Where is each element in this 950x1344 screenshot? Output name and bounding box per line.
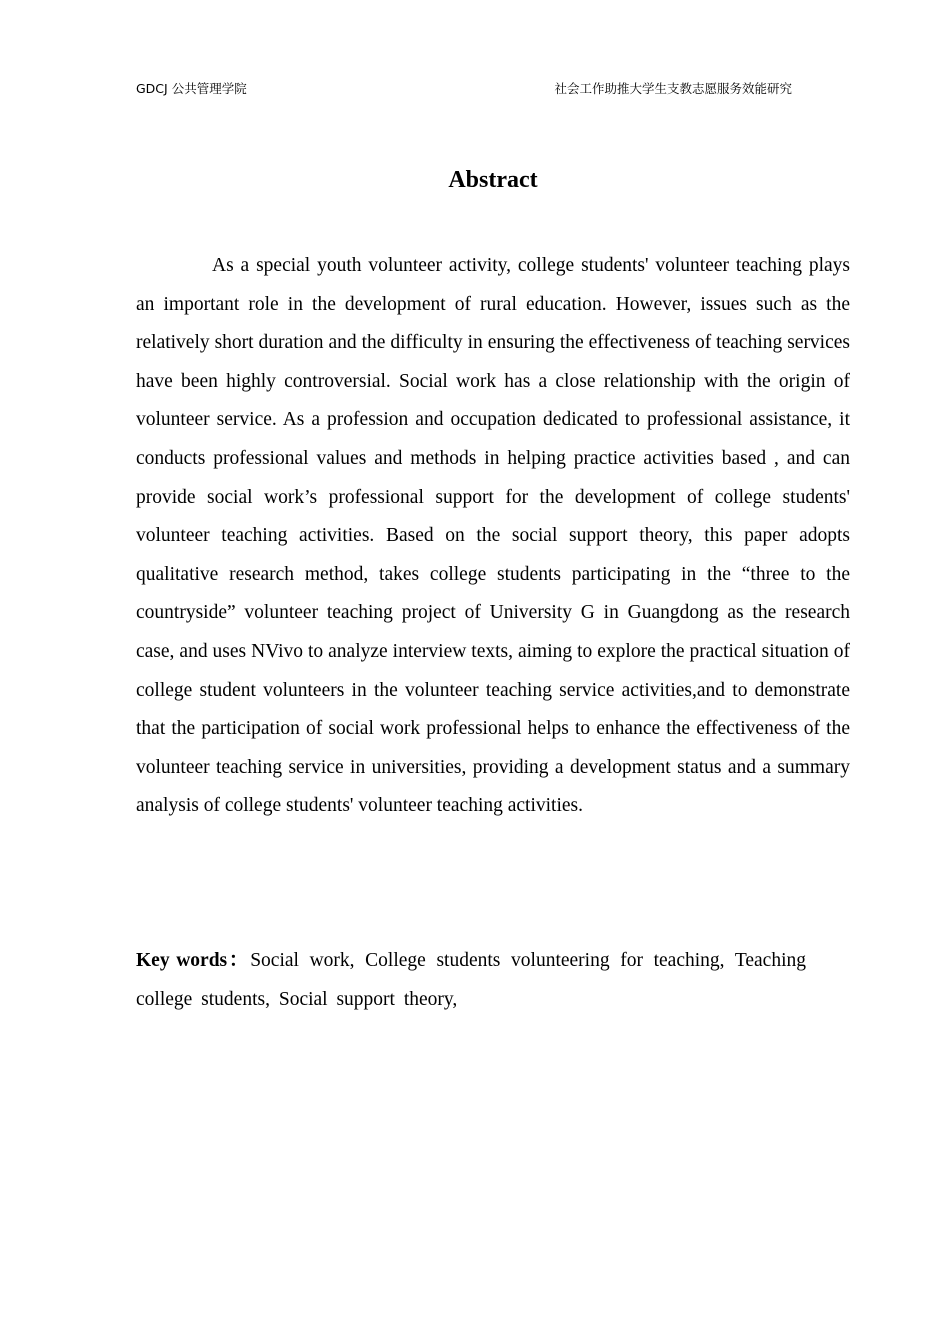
keywords-paragraph <box>136 942 806 1019</box>
keywords-text: Social work, College students volunteering for teaching, Teaching college students, Social support theory, <box>136 950 807 1010</box>
header-thesis-title: 社会工作助推大学生支教志愿服务效能研究 <box>554 81 792 96</box>
abstract-title: Abstract <box>448 167 538 193</box>
keywords-label: Key words： <box>136 950 251 971</box>
header-institution: GDCJ 公共管理学院 <box>136 81 247 96</box>
running-header <box>136 79 796 99</box>
abstract-body: As a special youth volunteer activity, college students' volunteer teaching plays an important role in the development of rural education. However, issues such as the relatively short duration and the difficulty in ensuring the effectiveness of teaching services have been highly controversial. Social work has a close relationship with the origin of volunteer service. As a profession and occupation dedicated to professional assistance, it conducts professional values and methods in helping practice activities based , and can provide social work’s professional support for the development of college students' volunteer teaching activities. Based on the social support theory, this paper adopts qualitative research method, takes college students participating in the “three to the countryside” volunteer teaching project of University G in Guangdong as the research case, and uses NVivo to analyze interview texts, aiming to explore the practical situation of college student volunteers in the volunteer teaching service activities,and to demonstrate that the participation of social work professional helps to enhance the effectiveness of the volunteer teaching service in universities, providing a development status and a summary analysis of college students' volunteer teaching activities. <box>136 255 850 817</box>
